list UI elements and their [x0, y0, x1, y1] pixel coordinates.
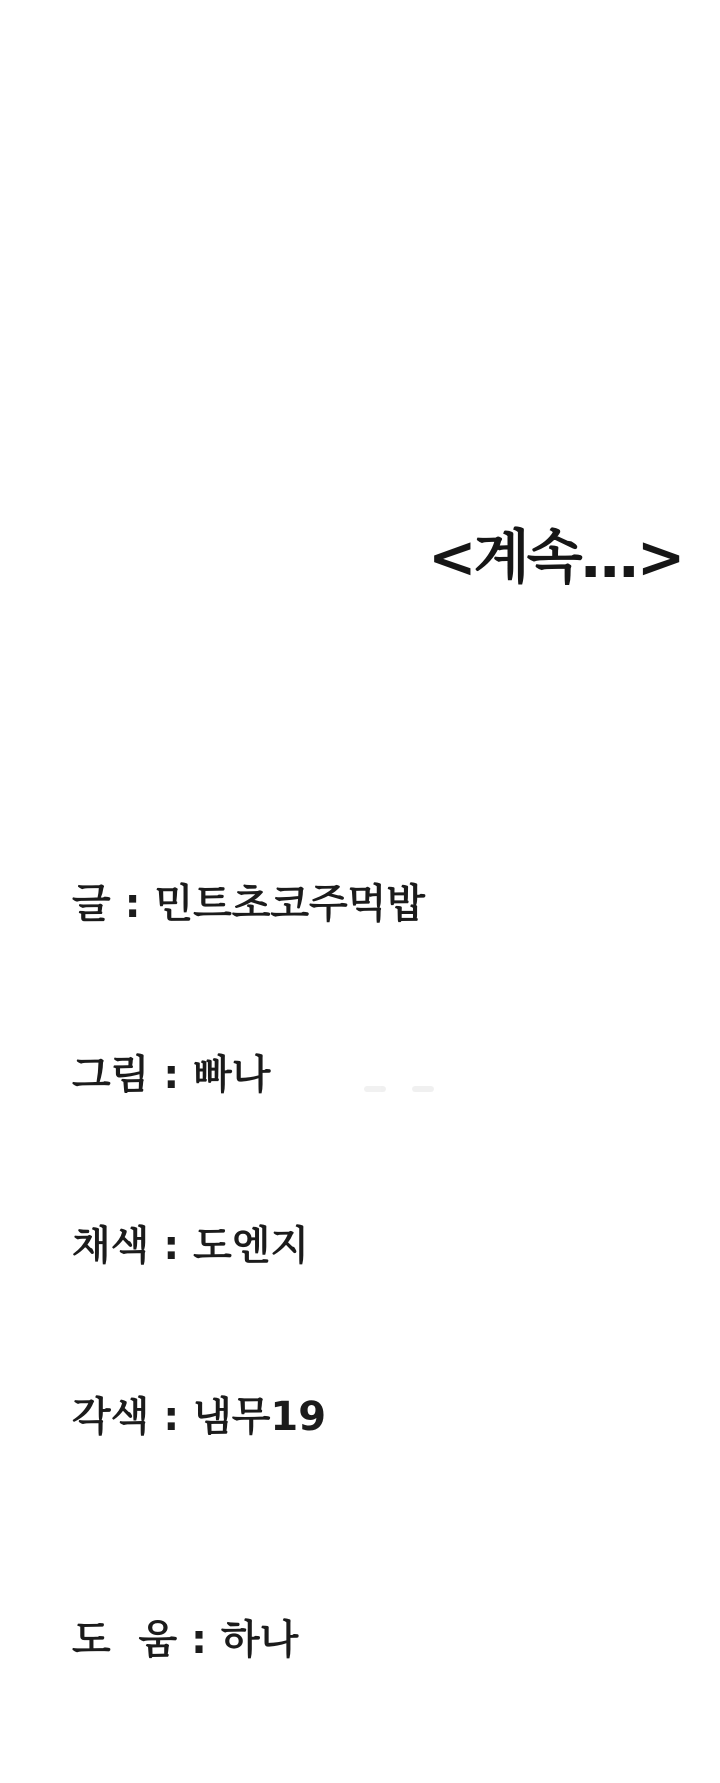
watermark-mark-right — [412, 1086, 434, 1092]
watermark-mark-left — [364, 1086, 386, 1092]
credits-block — [72, 762, 425, 1783]
credit-line-writer: 글 : 민트초코주먹밥 — [72, 881, 425, 927]
credit-line-helper: 도 움 : 하나 — [72, 1617, 299, 1663]
credit-line-adaptation: 각색 : 냄무19 — [72, 1394, 327, 1440]
credit-line-colorist: 채색 : 도엔지 — [72, 1223, 310, 1269]
credit-line-artist: 그림 : 빠나 — [72, 1052, 271, 1098]
to-be-continued-text: <계속...> — [428, 523, 683, 591]
faint-watermark — [364, 1086, 434, 1092]
